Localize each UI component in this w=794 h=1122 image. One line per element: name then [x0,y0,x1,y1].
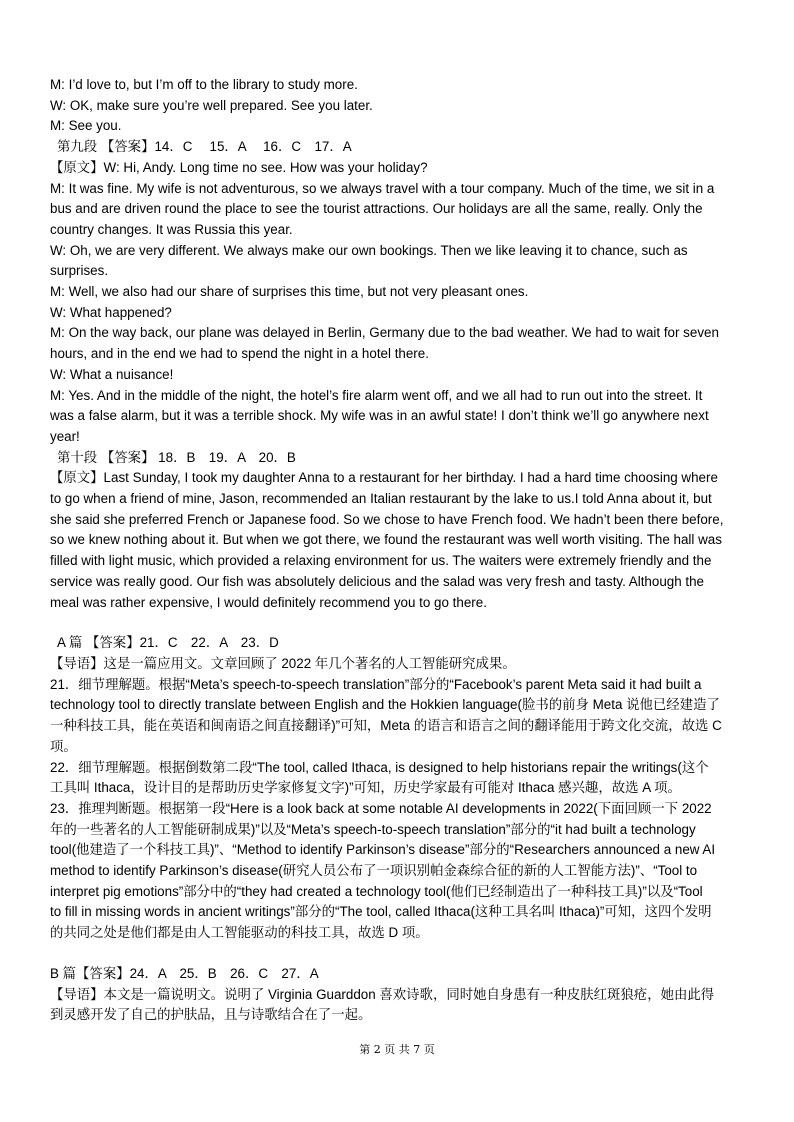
text-block [50,964,750,1026]
answer-line [50,633,750,654]
section-spacer [50,944,750,964]
text-block [50,468,750,613]
text-line: 项。 [50,738,77,754]
text-line: 21．细节理解题。根据“Meta’s speech-to-speech translation”部分的“Facebook’s parent Meta said it had built a [50,676,702,692]
text-line: tool(他建造了一个科技工具)”、“Method to identify Parkinson’s disease”部分的“Researchers announced a new AI [50,842,716,858]
text-line: technology tool to directly translate between English and the Hokkien language(脸书的前身 Meta 说他已经建造了 [50,697,720,713]
document-body [50,75,750,1026]
text-line: 【原文】W: Hi, Andy. Long time no see. How was your holiday? [50,159,428,175]
answer-line [50,137,750,158]
text-line: M: See you. [50,118,122,134]
text-block [50,654,750,944]
text-line: country changes. It was Russia this year. [50,221,293,237]
text-line: 22．细节理解题。根据倒数第二段“The tool, called Ithaca, is designed to help historians repair the writings(这个 [50,759,709,775]
text-line: year! [50,428,80,444]
text-line: A 篇 【答案】21．C 22．A 23．D [57,635,279,651]
text-line: 【导语】这是一篇应用文。文章回顾了 2022 年几个著名的人工智能研究成果。 [50,655,516,671]
text-line: 年的一些著名的人工智能研制成果)”以及“Meta’s speech-to-speech translation”部分的“it had built a technology [50,821,696,837]
text-line: to go when a friend of mine, Jason, recommended an Italian restaurant by the lake to us.I told Anna about it, but [50,491,712,507]
text-line: to fill in missing words in ancient writings”部分的“The tool, called Ithaca(这种工具名叫 Ithaca)”可知，这四个发明 [50,904,712,920]
text-line: W: What happened? [50,304,172,320]
text-line: 的共同之处是他们都是由人工智能驱动的科技工具，故选 D 项。 [50,925,429,941]
text-line: 【导语】本文是一篇说明文。说明了 Virginia Guarddon 喜欢诗歌，同时她自身患有一种皮肤红斑狼疮，她由此得 [50,986,715,1002]
text-line: so we knew nothing about it. But when we got there, we found the restaurant was well worth visiting. The hall was [50,532,722,548]
text-line: 第十段 【答案】 18．B 19．A 20．B [57,449,296,465]
text-line: M: Yes. And in the middle of the night, the hotel’s fire alarm went off, and we all had to run out into the street. It [50,387,703,403]
answer-line [50,448,750,469]
text-line: 23．推理判断题。根据第一段“Here is a look back at some notable AI developments in 2022(下面回顾一下 2022 [50,800,712,816]
page-footer: 第 2 页 共 7 页 [359,1043,435,1056]
text-block [50,158,750,448]
text-line: method to identify Parkinson’s disease(研究人员公布了一项识别帕金森综合征的新的人工智能方法)”、“Tool to [50,863,698,879]
text-line: 【原文】Last Sunday, I took my daughter Anna to a restaurant for her birthday. I had a hard time choosing where [50,470,718,486]
text-line: service was really good. Our fish was absolutely delicious and the salad was very fresh and tasty. Although the [50,573,705,589]
text-line: 到灵感开发了自己的护肤品，且与诗歌结合在了一起。 [50,1007,372,1023]
text-block [50,75,750,137]
text-line: M: It was fine. My wife is not adventurous, so we always travel with a tour company. Much of the time, we sit in a [50,180,715,196]
section-spacer [50,613,750,633]
text-line: filled with light music, which provided a relaxing environment for us. The waiters were extremely friendly and the [50,553,712,569]
text-line: W: OK, make sure you’re well prepared. See you later. [50,97,373,113]
text-line: 一种科技工具，能在英语和闽南语之间直接翻译)”可知，Meta 的语言和语言之间的翻译能用于跨文化交流，故选 C [50,718,722,734]
text-line: M: Well, we also had our share of surprises this time, but not very pleasant ones. [50,284,529,300]
text-line: 工具叫 Ithaca，设计目的是帮助历史学家修复文字)”可知，历史学家最有可能对 Ithaca 感兴趣，故选 A 项。 [50,780,681,796]
text-line: W: What a nuisance! [50,366,174,382]
text-line: hours, and in the end we had to spend the night in a hotel there. [50,346,429,362]
text-line: was a false alarm, but it was a terrible shock. My wife was in an awful state! I don’t think we’ll go anywhere next [50,408,709,424]
text-line: W: Oh, we are very different. We always make our own bookings. Then we like leaving it to chance, such as [50,242,688,258]
text-line: she said she preferred French or Japanese food. So we chose to have French food. We hadn’t been there before, [50,511,724,527]
text-line: M: I’d love to, but I’m off to the library to study more. [50,77,358,92]
text-line: M: On the way back, our plane was delayed in Berlin, Germany due to the bad weather. We had to wait for seven [50,325,719,341]
text-line: B 篇【答案】24．A 25．B 26．C 27．A [50,965,319,981]
text-line: 第九段 【答案】14．C 15．A 16．C 17．A [57,139,352,155]
text-line: surprises. [50,263,109,279]
text-line: meal was rather expensive, I would definitely recommend you to go there. [50,594,487,610]
text-line: bus and are driven round the place to see the tourist attractions. Our holidays are all the same, really. Only the [50,201,703,217]
text-line: interpret pig emotions”部分中的“they had created a technology tool(他们已经制造出了一种科技工具)”以及“Tool [50,883,703,899]
